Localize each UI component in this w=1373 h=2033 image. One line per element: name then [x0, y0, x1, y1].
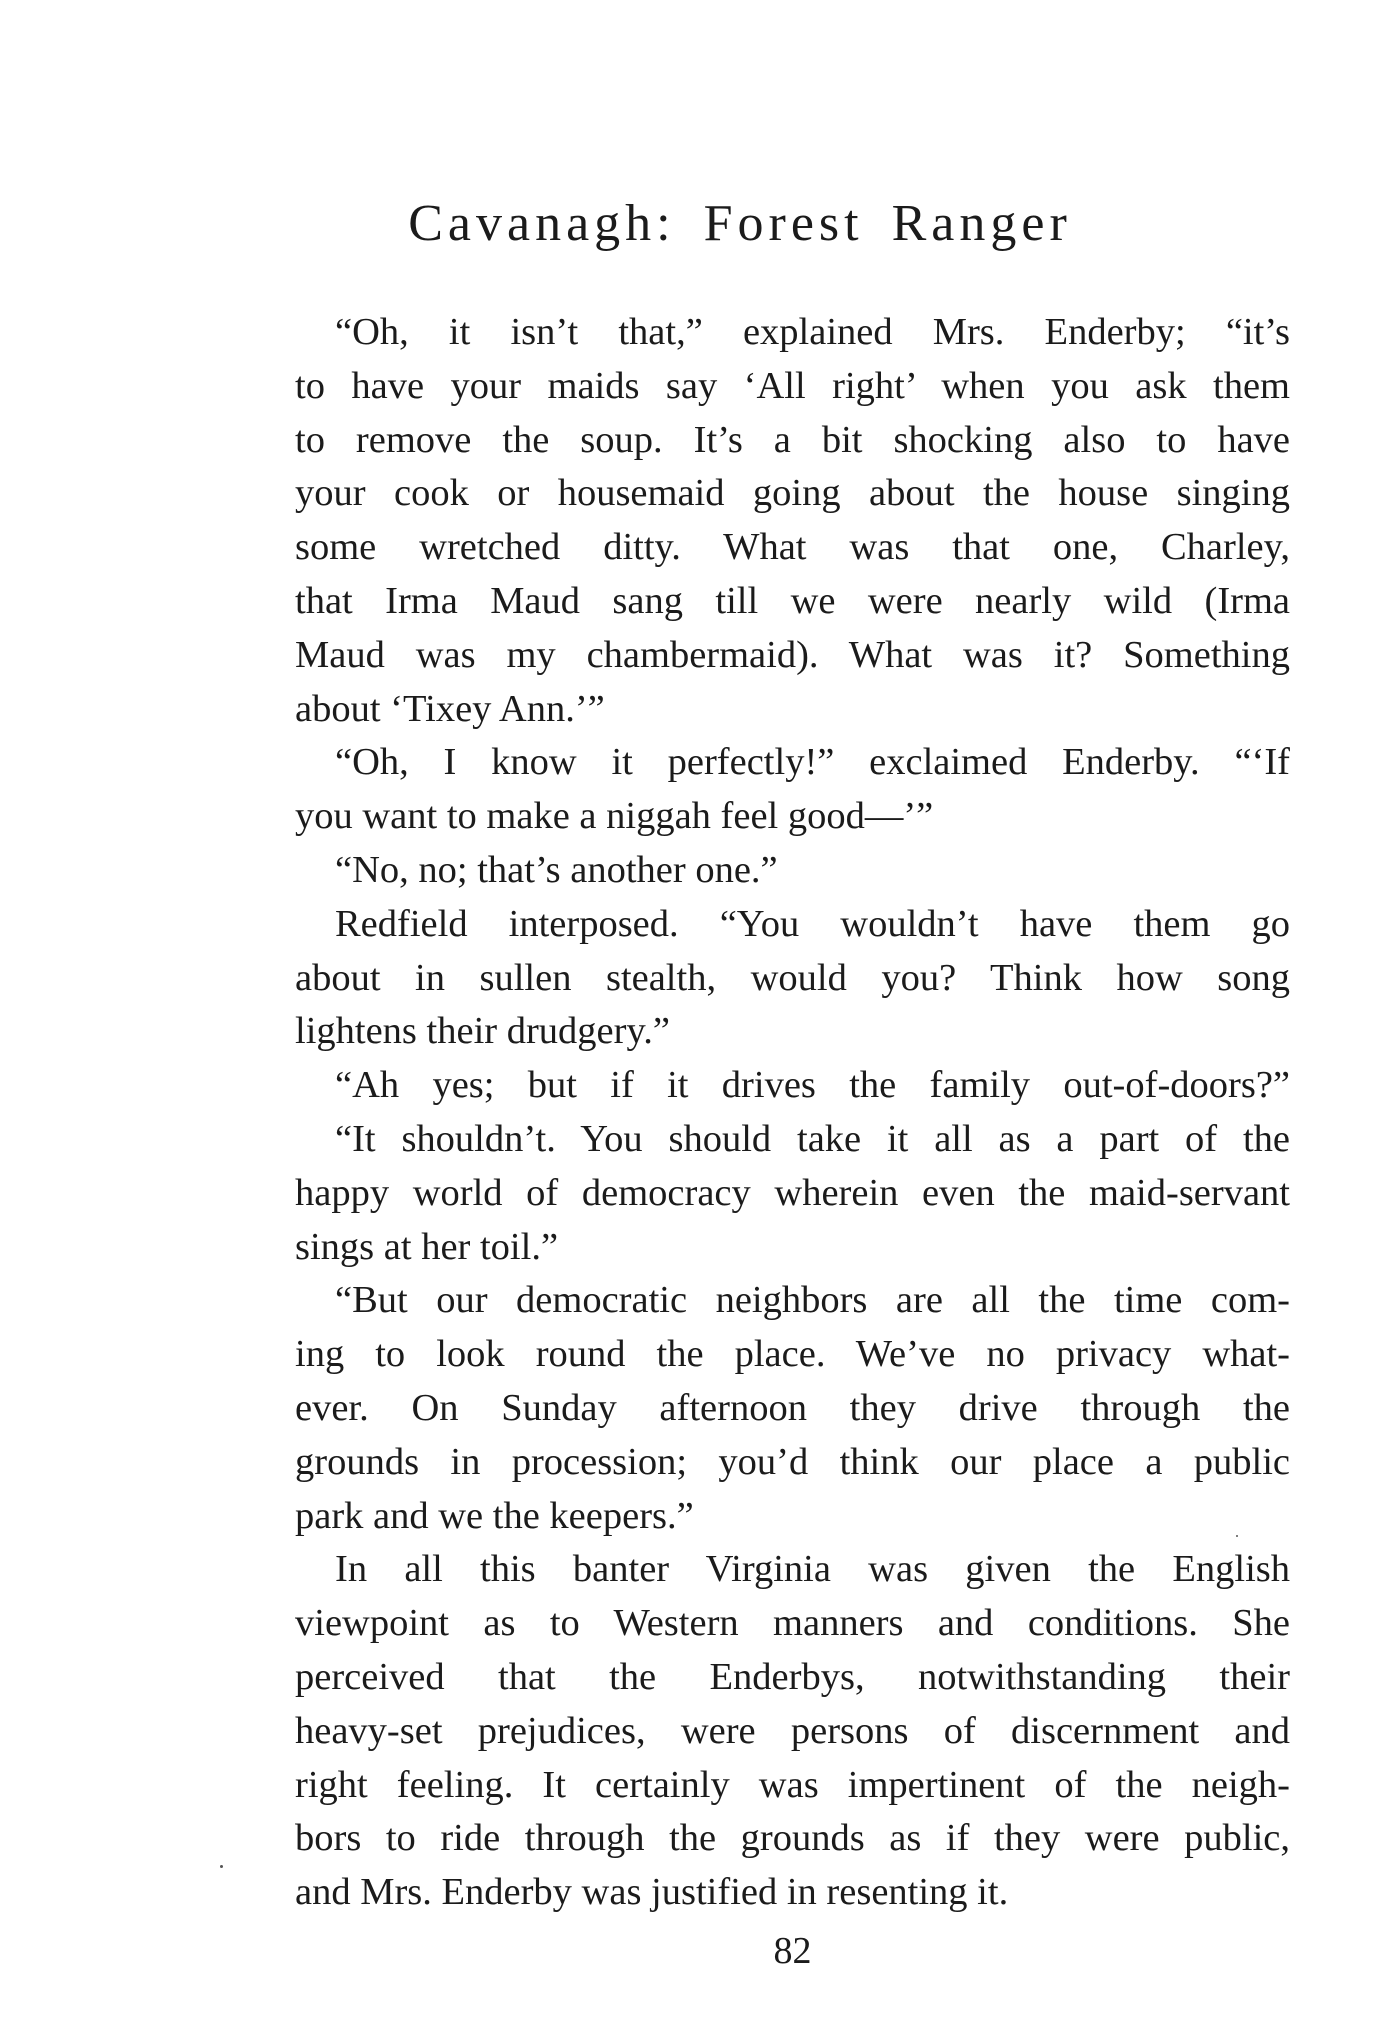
text-line: about in sullen stealth, would you? Think how song — [295, 956, 1290, 999]
text-line: In all this banter Virginia was given the English — [335, 1548, 1290, 1591]
text-line: “Ah yes; but if it drives the family out-of-doors?” — [335, 1064, 1290, 1107]
text-line: sings at her toil.” — [295, 1225, 559, 1268]
text-line: perceived that the Enderbys, notwithstanding their — [295, 1655, 1290, 1698]
text-line: that Irma Maud sang till we were nearly wild (Irma — [295, 579, 1290, 622]
text-line: heavy-set prejudices, were persons of discernment and — [295, 1709, 1290, 1752]
text-line: right feeling. It certainly was impertinent of the neigh- — [295, 1763, 1290, 1806]
text-line: grounds in procession; you’d think our place a public — [295, 1440, 1290, 1483]
ink-speck — [220, 1865, 223, 1868]
text-line: “No, no; that’s another one.” — [335, 848, 778, 891]
text-line: ing to look round the place. We’ve no privacy what- — [295, 1333, 1290, 1376]
text-line: Maud was my chambermaid). What was it? Something — [295, 633, 1290, 676]
text-line: bors to ride through the grounds as if they were public, — [295, 1817, 1290, 1860]
text-line: park and we the keepers.” — [295, 1494, 694, 1537]
text-line: your cook or housemaid going about the house singing — [295, 472, 1290, 515]
text-line: about ‘Tixey Ann.’” — [295, 687, 605, 730]
text-line: Redfield interposed. “You wouldn’t have them go — [335, 902, 1290, 945]
text-line: happy world of democracy wherein even the maid-servant — [295, 1171, 1290, 1214]
text-line: some wretched ditty. What was that one, Charley, — [295, 526, 1290, 569]
text-line: “It shouldn’t. You should take it all as a part of the — [335, 1117, 1290, 1160]
body-text — [295, 306, 1290, 1920]
text-line: lightens their drudgery.” — [295, 1010, 670, 1053]
text-line: viewpoint as to Western manners and conditions. She — [295, 1602, 1290, 1645]
text-line: and Mrs. Enderby was justified in resenting it. — [295, 1871, 1009, 1914]
text-line: “But our democratic neighbors are all the time com- — [335, 1279, 1290, 1322]
text-line: ever. On Sunday afternoon they drive through the — [295, 1386, 1290, 1429]
text-line: to have your maids say ‘All right’ when you ask them — [295, 364, 1290, 407]
ink-speck — [1236, 1535, 1238, 1537]
running-head: Cavanagh: Forest Ranger — [408, 195, 1072, 252]
text-line: “Oh, I know it perfectly!” exclaimed Enderby. “‘If — [335, 741, 1290, 784]
text-line: you want to make a niggah feel good—’” — [295, 795, 934, 838]
text-line: “Oh, it isn’t that,” explained Mrs. Enderby; “it’s — [335, 311, 1290, 353]
page-number: 82 — [773, 1930, 812, 1972]
text-line: to remove the soup. It’s a bit shocking also to have — [295, 418, 1290, 461]
